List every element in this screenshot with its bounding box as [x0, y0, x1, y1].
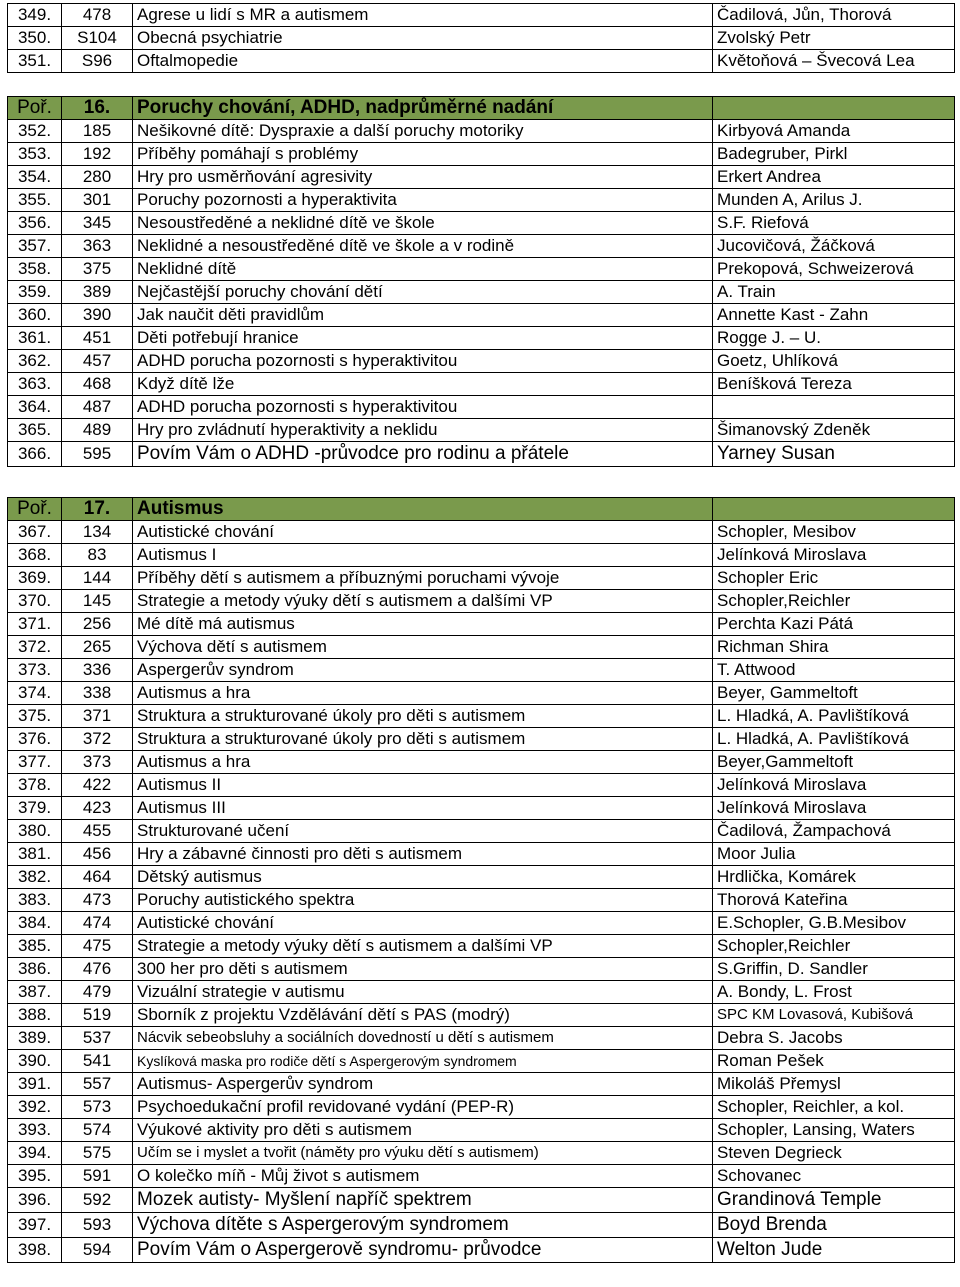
table-row: [8, 1050, 955, 1073]
section-16-table: [7, 96, 955, 467]
catalog-code: 375: [62, 258, 133, 281]
book-author: Grandinová Temple: [713, 1188, 955, 1213]
catalog-code: 373: [62, 751, 133, 774]
row-number: 363.: [8, 373, 62, 396]
catalog-code: 144: [62, 567, 133, 590]
row-number: 372.: [8, 636, 62, 659]
row-number: 371.: [8, 613, 62, 636]
book-title: Výchova dítěte s Aspergerovým syndromem: [133, 1213, 713, 1238]
book-title: Poruchy autistického spektra: [133, 889, 713, 912]
book-author: Jelínková Miroslava: [713, 774, 955, 797]
book-title: Nesoustředěné a neklidné dítě ve škole: [133, 212, 713, 235]
row-number: 392.: [8, 1096, 62, 1119]
catalog-code: 451: [62, 327, 133, 350]
book-author: Schopler,Reichler: [713, 590, 955, 613]
catalog-code: 464: [62, 866, 133, 889]
book-title: Jak naučit děti pravidlům: [133, 304, 713, 327]
book-author: Čadilová, Jůn, Thorová: [713, 4, 955, 27]
table-row: [8, 1119, 955, 1142]
book-title: Autismus II: [133, 774, 713, 797]
row-number: 380.: [8, 820, 62, 843]
book-author: Beyer,Gammeltoft: [713, 751, 955, 774]
table-row: [8, 866, 955, 889]
table-row: [8, 659, 955, 682]
section-header-empty: [713, 498, 955, 521]
catalog-code: 478: [62, 4, 133, 27]
catalog-code: 457: [62, 350, 133, 373]
row-number: 388.: [8, 1004, 62, 1027]
book-author: Annette Kast - Zahn: [713, 304, 955, 327]
catalog-code: 537: [62, 1027, 133, 1050]
book-title: Psychoedukační profil revidované vydání (PEP-R): [133, 1096, 713, 1119]
row-number: 396.: [8, 1188, 62, 1213]
book-author: Beníšková Tereza: [713, 373, 955, 396]
catalog-code: S104: [62, 27, 133, 50]
table-row: [8, 442, 955, 467]
book-author: Erkert Andrea: [713, 166, 955, 189]
table-row: [8, 567, 955, 590]
catalog-code: 256: [62, 613, 133, 636]
book-list-top: [7, 3, 955, 73]
catalog-code: 185: [62, 120, 133, 143]
catalog-code: 455: [62, 820, 133, 843]
book-title: Poruchy pozornosti a hyperaktivita: [133, 189, 713, 212]
book-title: Obecná psychiatrie: [133, 27, 713, 50]
catalog-code: 475: [62, 935, 133, 958]
row-number: 351.: [8, 50, 62, 73]
row-number: 377.: [8, 751, 62, 774]
book-title: Hry pro usměrňování agresivity: [133, 166, 713, 189]
book-author: Rogge J. – U.: [713, 327, 955, 350]
catalog-code: 389: [62, 281, 133, 304]
section-header-empty: [713, 97, 955, 120]
book-title: Mozek autisty- Myšlení napříč spektrem: [133, 1188, 713, 1213]
catalog-code: 541: [62, 1050, 133, 1073]
row-number: 384.: [8, 912, 62, 935]
table-row: [8, 958, 955, 981]
table-row: [8, 166, 955, 189]
book-author: Perchta Kazi Pátá: [713, 613, 955, 636]
table-row: [8, 1213, 955, 1238]
section-label: Poř.: [8, 97, 62, 120]
book-author: Schopler, Mesibov: [713, 521, 955, 544]
book-title: Nejčastější poruchy chování dětí: [133, 281, 713, 304]
row-number: 383.: [8, 889, 62, 912]
table-row: [8, 1027, 955, 1050]
book-author: A. Bondy, L. Frost: [713, 981, 955, 1004]
book-title: Autismus a hra: [133, 682, 713, 705]
book-author: A. Train: [713, 281, 955, 304]
table-row: [8, 419, 955, 442]
book-author: Steven Degrieck: [713, 1142, 955, 1165]
table-row: [8, 981, 955, 1004]
book-title: Aspergerův syndrom: [133, 659, 713, 682]
table-row: [8, 912, 955, 935]
section-number: 16.: [62, 97, 133, 120]
section-number: 17.: [62, 498, 133, 521]
book-author: Mikoláš Přemysl: [713, 1073, 955, 1096]
book-author: Richman Shira: [713, 636, 955, 659]
row-number: 356.: [8, 212, 62, 235]
table-row: [8, 1004, 955, 1027]
row-number: 395.: [8, 1165, 62, 1188]
book-title: Neklidné dítě: [133, 258, 713, 281]
row-number: 389.: [8, 1027, 62, 1050]
row-number: 359.: [8, 281, 62, 304]
row-number: 364.: [8, 396, 62, 419]
book-title: O kolečko míň - Můj život s autismem: [133, 1165, 713, 1188]
book-author: L. Hladká, A. Pavlištíková: [713, 728, 955, 751]
row-number: 382.: [8, 866, 62, 889]
row-number: 376.: [8, 728, 62, 751]
table-row: [8, 682, 955, 705]
table-row: [8, 120, 955, 143]
catalog-code: 371: [62, 705, 133, 728]
table-row: [8, 373, 955, 396]
row-number: 350.: [8, 27, 62, 50]
table-row: [8, 751, 955, 774]
table-row: [8, 935, 955, 958]
book-author: S.Griffin, D. Sandler: [713, 958, 955, 981]
book-author: Schopler,Reichler: [713, 935, 955, 958]
book-author: Schovanec: [713, 1165, 955, 1188]
book-title: Příběhy pomáhají s problémy: [133, 143, 713, 166]
book-author: Moor Julia: [713, 843, 955, 866]
row-number: 353.: [8, 143, 62, 166]
catalog-code: 594: [62, 1238, 133, 1263]
row-number: 362.: [8, 350, 62, 373]
table-row: [8, 820, 955, 843]
catalog-code: 593: [62, 1213, 133, 1238]
book-title: Strategie a metody výuky dětí s autismem a dalšími VP: [133, 935, 713, 958]
book-title: Autistické chování: [133, 521, 713, 544]
catalog-code: 468: [62, 373, 133, 396]
table-row: [8, 1096, 955, 1119]
book-author: Jelínková Miroslava: [713, 544, 955, 567]
table-row: [8, 521, 955, 544]
table-row: [8, 396, 955, 419]
book-title: Děti potřebují hranice: [133, 327, 713, 350]
book-title: Autismus a hra: [133, 751, 713, 774]
table-row: [8, 1142, 955, 1165]
book-author: Květoňová – Švecová Lea: [713, 50, 955, 73]
book-title: Vizuální strategie v autismu: [133, 981, 713, 1004]
table-row: [8, 544, 955, 567]
row-number: 352.: [8, 120, 62, 143]
book-title: Struktura a strukturované úkoly pro děti s autismem: [133, 728, 713, 751]
row-number: 367.: [8, 521, 62, 544]
book-title: Nešikovné dítě: Dyspraxie a další poruchy motoriky: [133, 120, 713, 143]
table-row: [8, 189, 955, 212]
book-title: ADHD porucha pozornosti s hyperaktivitou: [133, 396, 713, 419]
row-number: 378.: [8, 774, 62, 797]
book-title: Neklidné a nesoustředěné dítě ve škole a v rodině: [133, 235, 713, 258]
row-number: 354.: [8, 166, 62, 189]
table-row: [8, 797, 955, 820]
section-header: [8, 97, 955, 120]
book-title: Strukturované učení: [133, 820, 713, 843]
row-number: 391.: [8, 1073, 62, 1096]
book-title: Kyslíková maska pro rodiče dětí s Aspergerovým syndromem: [133, 1050, 713, 1073]
section-title: Poruchy chování, ADHD, nadprůměrné nadání: [133, 97, 713, 120]
book-title: Autismus III: [133, 797, 713, 820]
book-author: Jucovičová, Žáčková: [713, 235, 955, 258]
catalog-code: 573: [62, 1096, 133, 1119]
book-author: Schopler, Reichler, a kol.: [713, 1096, 955, 1119]
book-title: Agrese u lidí s MR a autismem: [133, 4, 713, 27]
catalog-code: 265: [62, 636, 133, 659]
table-row: [8, 1073, 955, 1096]
book-author: Goetz, Uhlíková: [713, 350, 955, 373]
book-author: Beyer, Gammeltoft: [713, 682, 955, 705]
row-number: 357.: [8, 235, 62, 258]
table-row: [8, 258, 955, 281]
catalog-code: 422: [62, 774, 133, 797]
book-title: Povím Vám o Aspergerově syndromu- průvodce: [133, 1238, 713, 1263]
book-author: Thorová Kateřina: [713, 889, 955, 912]
book-title: Příběhy dětí s autismem a příbuznými poruchami vývoje: [133, 567, 713, 590]
row-number: 369.: [8, 567, 62, 590]
catalog-code: 301: [62, 189, 133, 212]
row-number: 387.: [8, 981, 62, 1004]
book-title: Dětský autismus: [133, 866, 713, 889]
row-number: 394.: [8, 1142, 62, 1165]
book-author: SPC KM Lovasová, Kubišová: [713, 1004, 955, 1027]
row-number: 379.: [8, 797, 62, 820]
book-title: Mé dítě má autismus: [133, 613, 713, 636]
catalog-code: 574: [62, 1119, 133, 1142]
catalog-code: 456: [62, 843, 133, 866]
row-number: 375.: [8, 705, 62, 728]
book-author: Yarney Susan: [713, 442, 955, 467]
row-number: 361.: [8, 327, 62, 350]
catalog-code: 479: [62, 981, 133, 1004]
book-title: Nácvik sebeobsluhy a sociálních dovedností u dětí s autismem: [133, 1027, 713, 1050]
table-row: [8, 350, 955, 373]
row-number: 355.: [8, 189, 62, 212]
section-17-table: [7, 497, 955, 1263]
book-title: Oftalmopedie: [133, 50, 713, 73]
catalog-code: 487: [62, 396, 133, 419]
book-author: Welton Jude: [713, 1238, 955, 1263]
section-title: Autismus: [133, 498, 713, 521]
section-header: [8, 498, 955, 521]
table-row: [8, 1238, 955, 1263]
book-author: Hrdlička, Komárek: [713, 866, 955, 889]
row-number: 370.: [8, 590, 62, 613]
book-author: Badegruber, Pirkl: [713, 143, 955, 166]
table-row: [8, 304, 955, 327]
table-row: [8, 889, 955, 912]
catalog-code: 595: [62, 442, 133, 467]
table-row: [8, 281, 955, 304]
book-title: Povím Vám o ADHD -průvodce pro rodinu a přátele: [133, 442, 713, 467]
table-row: [8, 143, 955, 166]
row-number: 390.: [8, 1050, 62, 1073]
row-number: 398.: [8, 1238, 62, 1263]
book-title: Sborník z projektu Vzdělávání dětí s PAS (modrý): [133, 1004, 713, 1027]
catalog-code: 192: [62, 143, 133, 166]
table-row: [8, 590, 955, 613]
catalog-code: 489: [62, 419, 133, 442]
book-author: Jelínková Miroslava: [713, 797, 955, 820]
catalog-code: 591: [62, 1165, 133, 1188]
table-row: [8, 774, 955, 797]
row-number: 366.: [8, 442, 62, 467]
book-title: Hry a zábavné činnosti pro děti s autismem: [133, 843, 713, 866]
catalog-code: 474: [62, 912, 133, 935]
catalog-code: 557: [62, 1073, 133, 1096]
catalog-code: 519: [62, 1004, 133, 1027]
table-row: [8, 705, 955, 728]
row-number: 385.: [8, 935, 62, 958]
section-label: Poř.: [8, 498, 62, 521]
catalog-code: 145: [62, 590, 133, 613]
catalog-code: 390: [62, 304, 133, 327]
book-title: Struktura a strukturované úkoly pro děti s autismem: [133, 705, 713, 728]
catalog-code: 372: [62, 728, 133, 751]
book-author: Prekopová, Schweizerová: [713, 258, 955, 281]
book-title: Výukové aktivity pro děti s autismem: [133, 1119, 713, 1142]
catalog-code: 575: [62, 1142, 133, 1165]
row-number: 368.: [8, 544, 62, 567]
book-title: 300 her pro děti s autismem: [133, 958, 713, 981]
catalog-code: 473: [62, 889, 133, 912]
catalog-code: 280: [62, 166, 133, 189]
row-number: 373.: [8, 659, 62, 682]
table-row: [8, 4, 955, 27]
book-author: Kirbyová Amanda: [713, 120, 955, 143]
book-title: Autismus- Aspergerův syndrom: [133, 1073, 713, 1096]
table-row: [8, 636, 955, 659]
row-number: 358.: [8, 258, 62, 281]
table-row: [8, 613, 955, 636]
table-row: [8, 728, 955, 751]
catalog-code: 345: [62, 212, 133, 235]
table-row: [8, 212, 955, 235]
table-row: [8, 27, 955, 50]
book-title: ADHD porucha pozornosti s hyperaktivitou: [133, 350, 713, 373]
book-author: Zvolský Petr: [713, 27, 955, 50]
row-number: 397.: [8, 1213, 62, 1238]
catalog-code: 423: [62, 797, 133, 820]
table-row: [8, 1165, 955, 1188]
table-row: [8, 50, 955, 73]
catalog-code: 592: [62, 1188, 133, 1213]
book-title: Strategie a metody výuky dětí s autismem a dalšími VP: [133, 590, 713, 613]
catalog-code: S96: [62, 50, 133, 73]
catalog-code: 336: [62, 659, 133, 682]
catalog-code: 476: [62, 958, 133, 981]
table-row: [8, 327, 955, 350]
book-author: Schopler, Lansing, Waters: [713, 1119, 955, 1142]
book-author: Čadilová, Žampachová: [713, 820, 955, 843]
book-title: Hry pro zvládnutí hyperaktivity a neklidu: [133, 419, 713, 442]
book-title: Když dítě lže: [133, 373, 713, 396]
row-number: 393.: [8, 1119, 62, 1142]
book-author: Munden A, Arilus J.: [713, 189, 955, 212]
catalog-code: 338: [62, 682, 133, 705]
table-row: [8, 235, 955, 258]
row-number: 374.: [8, 682, 62, 705]
row-number: 365.: [8, 419, 62, 442]
book-author: S.F. Riefová: [713, 212, 955, 235]
book-author: [713, 396, 955, 419]
book-author: Schopler Eric: [713, 567, 955, 590]
book-title: Autistické chování: [133, 912, 713, 935]
book-author: T. Attwood: [713, 659, 955, 682]
book-author: L. Hladká, A. Pavlištíková: [713, 705, 955, 728]
catalog-code: 134: [62, 521, 133, 544]
book-author: Roman Pešek: [713, 1050, 955, 1073]
book-author: Šimanovský Zdeněk: [713, 419, 955, 442]
row-number: 349.: [8, 4, 62, 27]
catalog-code: 83: [62, 544, 133, 567]
table-row: [8, 1188, 955, 1213]
table-row: [8, 843, 955, 866]
catalog-code: 363: [62, 235, 133, 258]
book-title: Učím se i myslet a tvořit (náměty pro výuku dětí s autismem): [133, 1142, 713, 1165]
book-author: Boyd Brenda: [713, 1213, 955, 1238]
book-title: Autismus I: [133, 544, 713, 567]
book-author: E.Schopler, G.B.Mesibov: [713, 912, 955, 935]
book-title: Výchova dětí s autismem: [133, 636, 713, 659]
row-number: 381.: [8, 843, 62, 866]
row-number: 360.: [8, 304, 62, 327]
book-author: Debra S. Jacobs: [713, 1027, 955, 1050]
row-number: 386.: [8, 958, 62, 981]
